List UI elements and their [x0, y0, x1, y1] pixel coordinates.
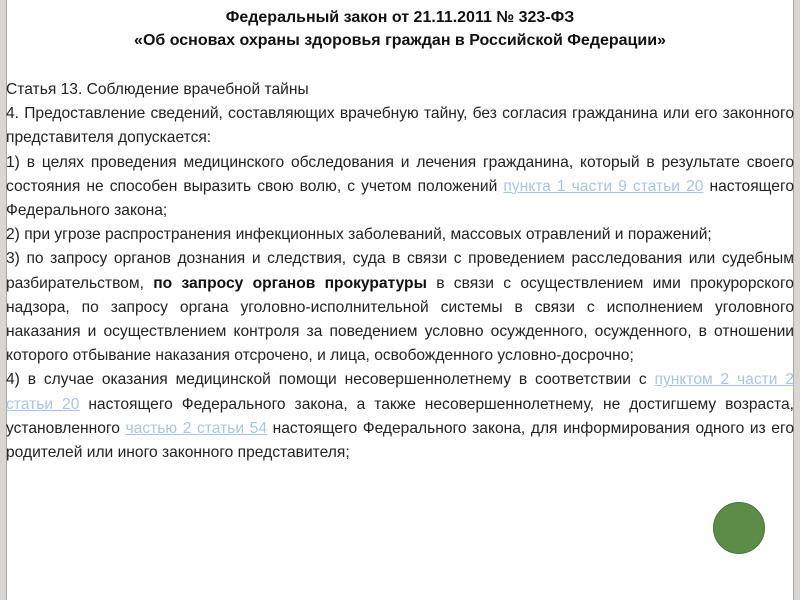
paragraph-4: 4. Предоставление сведений, составляющих врачебную тайну, без согласия гражданина или его законного представителя допускается:: [6, 105, 794, 147]
title-line-1: Федеральный закон от 21.11.2011 № 323-ФЗ: [225, 9, 575, 26]
slide-title: [10, 6, 790, 52]
item-2: 2) при угрозе распространения инфекционных заболеваний, массовых отравлений и поражений;: [6, 226, 712, 244]
item-4-link-1[interactable]: пунктом 2 части 2 статьи 20: [6, 371, 795, 413]
article-heading: Статья 13. Соблюдение врачебной тайны: [6, 81, 309, 98]
item-1-text-after: настоящего Федерального закона;: [6, 177, 795, 220]
article-content: [6, 78, 794, 465]
green-circle-button-icon[interactable]: [713, 502, 765, 554]
item-4: [6, 368, 794, 465]
item-3-text-before: 3) по запросу органов дознания и следствия, суда в связи с проведением расследования или судебным разбирательством,: [6, 250, 794, 292]
item-4-text-before: 4) в случае оказания медицинской помощи несовершеннолетнему в соответствии с: [6, 371, 655, 389]
item-3: [6, 247, 794, 368]
item-4-text-after: настоящего Федерального закона, для информирования одного из его родителей или иного законного представителя;: [6, 419, 794, 462]
item-3-bold: по запросу органов прокуратуры: [153, 274, 427, 292]
item-1-link[interactable]: пункта 1 части 9 статьи 20: [503, 177, 704, 195]
item-1: [6, 151, 794, 224]
item-4-link-2[interactable]: частью 2 статьи 54: [125, 419, 268, 437]
right-border-band: [794, 0, 800, 600]
item-1-text-before: 1) в целях проведения медицинского обследования и лечения гражданина, который в результате своего состояния не способен выразить свою волю, с учетом положений: [6, 153, 794, 195]
title-line-2: «Об основах охраны здоровья граждан в Российской Федерации»: [134, 32, 666, 49]
item-3-text-after: в связи с осуществлением ими прокурорского надзора, по запросу органа уголовно-исполнительной системы в связи с исполнением уголовного наказания и осуществлением контроля за поведением условно осужденного, осужденного, в отношении которого отбывание наказания отсрочено, и лица, освобожденного условно-досрочно;: [6, 274, 794, 365]
item-4-text-mid: настоящего Федерального закона, а также несовершеннолетнему, не достигшему возраста, установленного: [6, 395, 795, 437]
